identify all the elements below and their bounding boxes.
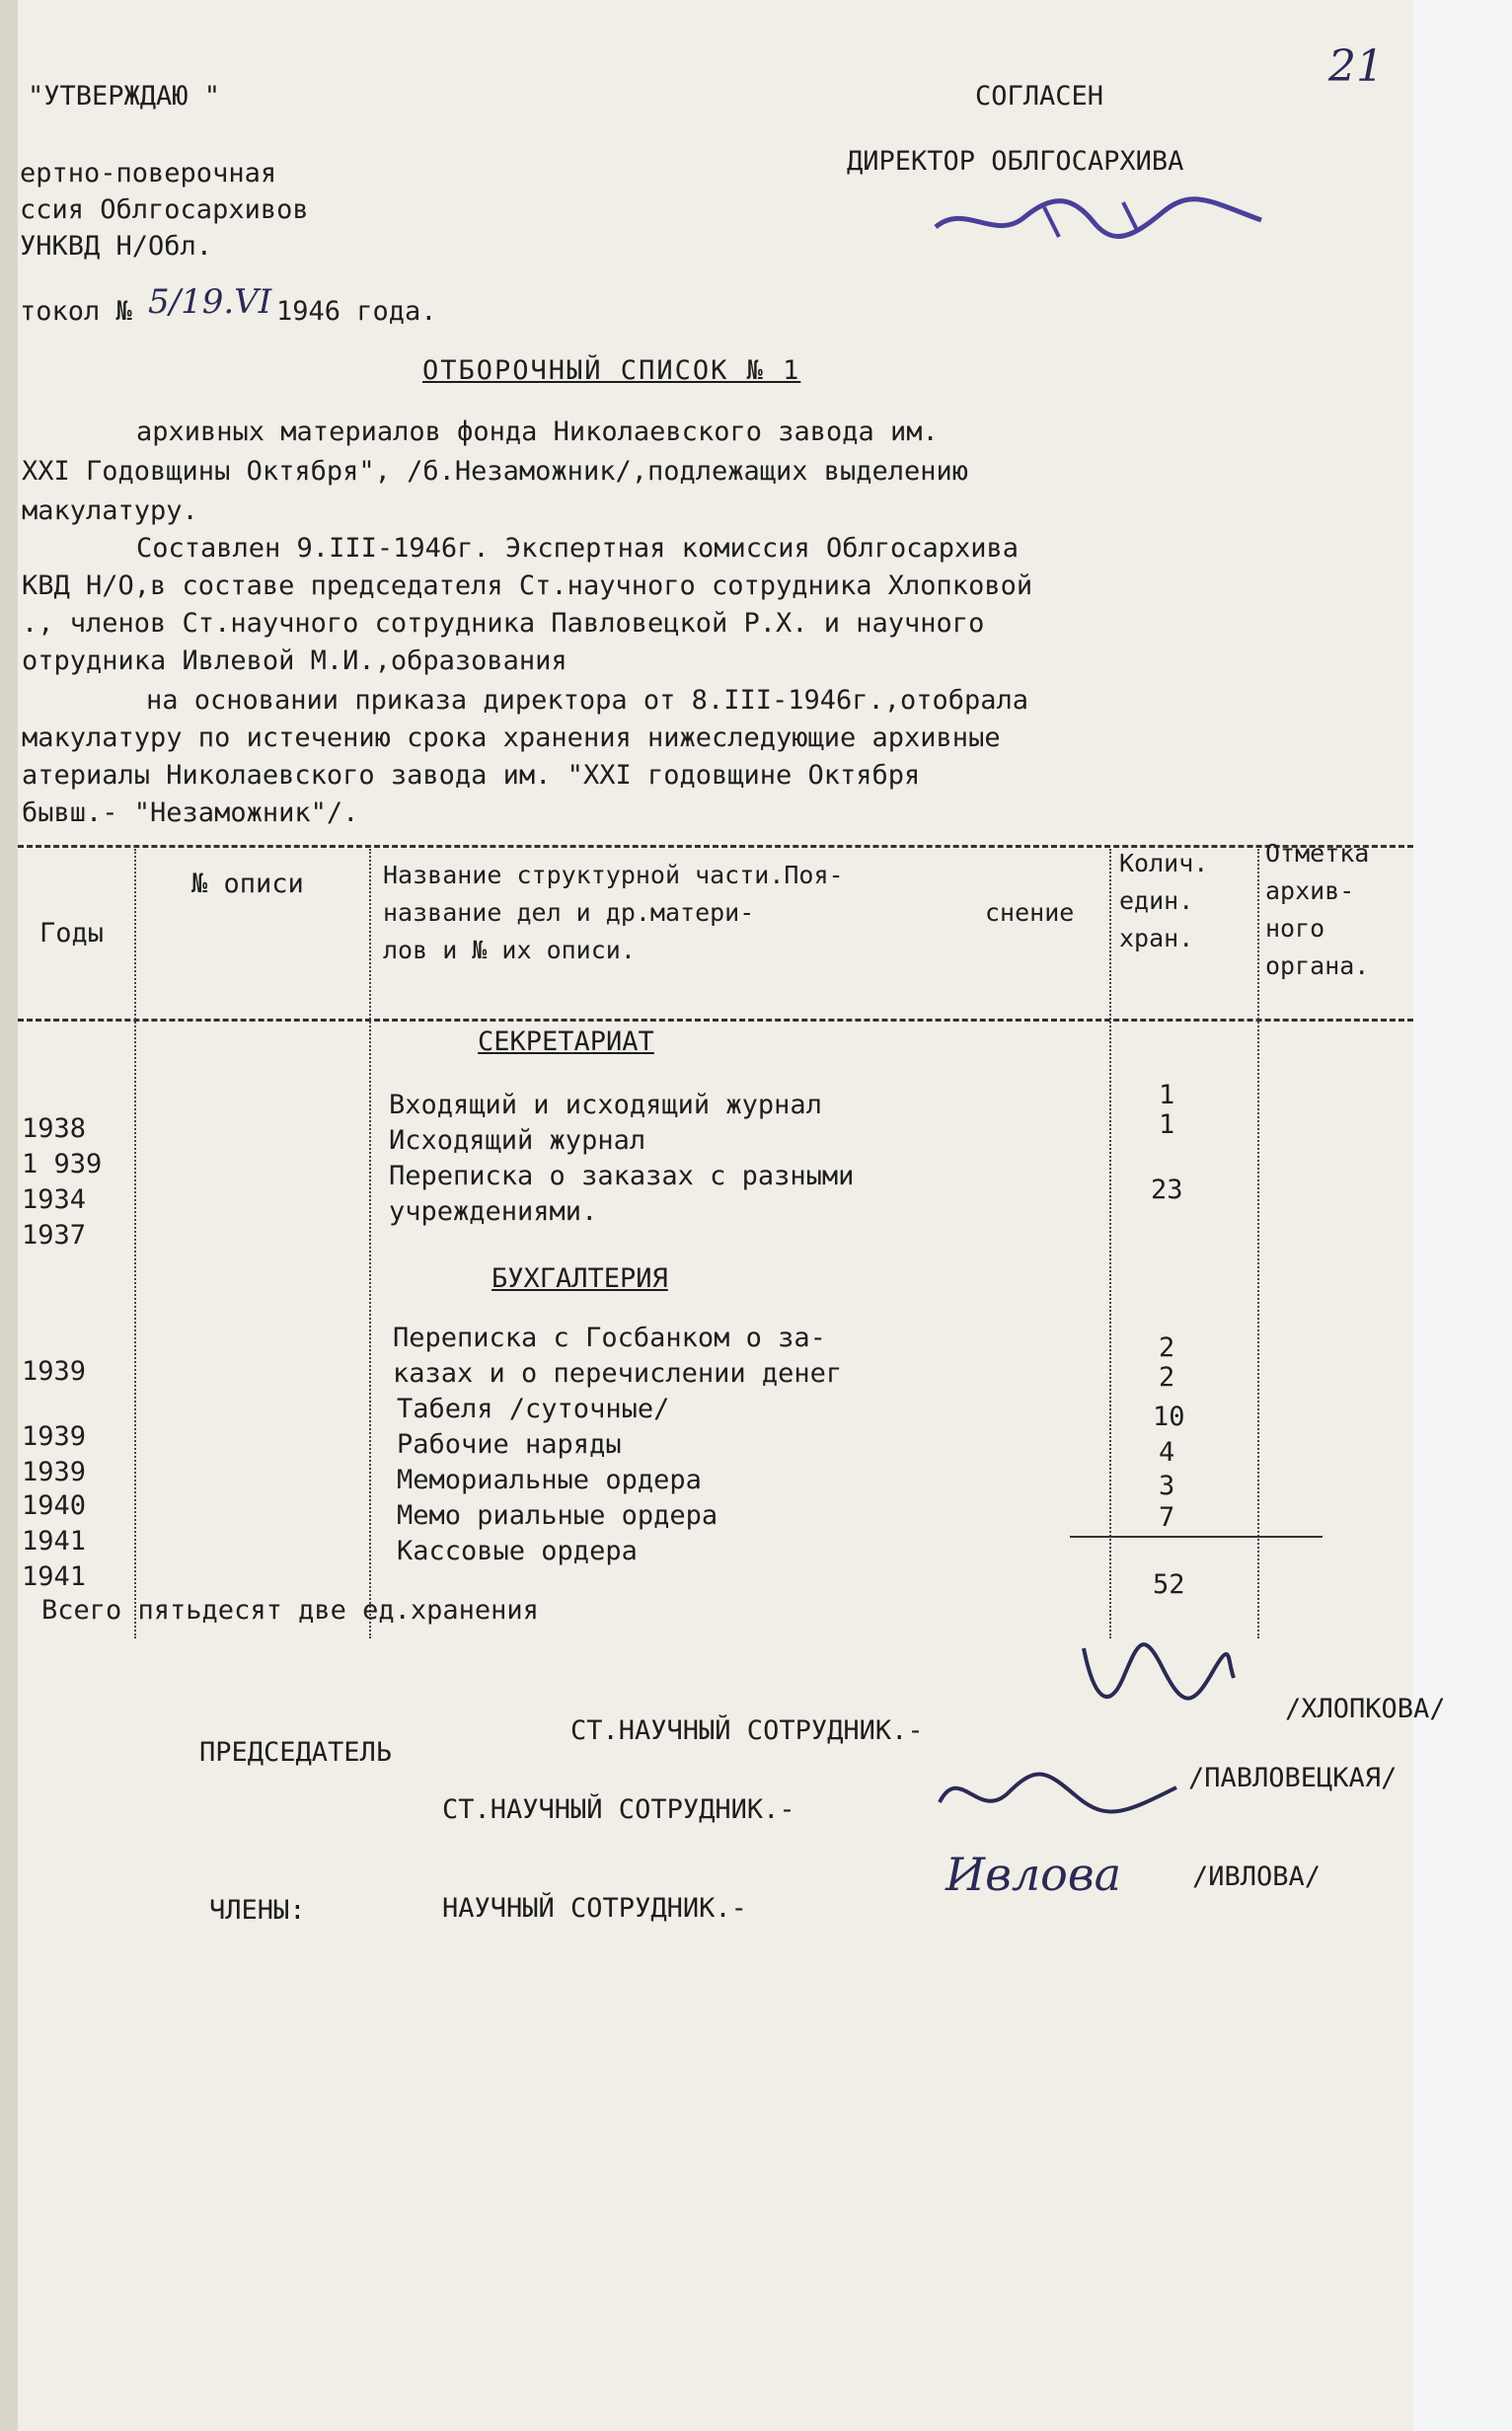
header-name-l3: лов и № их описи. (383, 936, 636, 964)
member2-title: НАУЧНЫЙ СОТРУДНИК.- (442, 1893, 747, 1924)
approved-label: "УТВЕРЖДАЮ " (28, 81, 221, 112)
header-opis-no: № описи (191, 869, 304, 899)
row-year: 1939 (22, 1356, 87, 1387)
member1-title: СТ.НАУЧНЫЙ СОТРУДНИК.- (442, 1794, 795, 1825)
document-title: ОТБОРОЧНЫЙ СПИСОК № 1 (422, 355, 801, 386)
row-name: учреждениями. (389, 1196, 598, 1227)
table-header-rule (18, 1019, 1413, 1022)
row-qty: 7 (1159, 1502, 1175, 1533)
member1-name: /ПАВЛОВЕЦКАЯ/ (1188, 1763, 1398, 1793)
protocol-prefix: токол № (20, 296, 132, 327)
director-label: ДИРЕКТОР ОБЛГОСАРХИВА (847, 146, 1184, 177)
row-name: Табеля /суточные/ (397, 1394, 670, 1424)
table-col-divider-2 (369, 849, 371, 1638)
row-qty: 1 (1159, 1080, 1175, 1110)
header-qty-l1: Колич. (1119, 849, 1209, 877)
table-col-divider-3 (1109, 849, 1111, 1638)
row-qty: 23 (1151, 1175, 1183, 1205)
header-name-l1: Название структурной части.Поя- (383, 861, 844, 889)
chairman-name: /ХЛОПКОВА/ (1285, 1694, 1446, 1724)
row-name: Переписка с Госбанком о за- (393, 1323, 826, 1353)
intro-line-2: XXI Годовщины Октября", /б.Незаможник/,подлежащих выделению (22, 456, 969, 487)
agreed-label: СОГЛАСЕН (975, 81, 1104, 112)
commission-line-2: ссия Облгосархивов (20, 194, 309, 225)
header-qty-l3: хран. (1119, 924, 1194, 952)
row-year: 1940 (22, 1490, 87, 1521)
row-year: 1934 (22, 1184, 87, 1215)
page-number: 21 (1328, 41, 1384, 92)
member2-handwritten-signature: Ивлова (945, 1848, 1122, 1901)
row-year: 1941 (22, 1561, 87, 1592)
row-year: 1939 (22, 1457, 87, 1487)
intro-line-9: макулатуру по истечению срока хранения нижеследующие архивные (22, 722, 1001, 753)
header-qty-l2: един. (1119, 886, 1194, 915)
row-qty: 4 (1159, 1437, 1175, 1468)
member2-name: /ИВЛОВА/ (1192, 1861, 1322, 1892)
total-rule (1070, 1536, 1323, 1538)
members-label: ЧЛЕНЫ: (209, 1895, 306, 1926)
chairman-title: СТ.НАУЧНЫЙ СОТРУДНИК.- (570, 1715, 924, 1746)
header-note-l2: архив- (1265, 876, 1355, 905)
director-signature (926, 183, 1281, 252)
intro-line-7: отрудника Ивлевой М.И.,образования (22, 646, 567, 676)
row-name: Мемо риальные ордера (397, 1500, 718, 1531)
header-note-l1: Отметка (1265, 839, 1370, 868)
protocol-handwritten-number: 5/19.VI (148, 282, 272, 322)
row-qty: 2 (1159, 1362, 1175, 1393)
binder-spine (0, 0, 20, 2431)
row-year: 1 939 (22, 1149, 103, 1179)
table-col-divider-4 (1257, 849, 1259, 1638)
section-secretariat: СЕКРЕТАРИАТ (478, 1026, 654, 1057)
intro-line-10: атериалы Николаевского завода им. "XXI годовщине Октября (22, 760, 921, 791)
header-name-l2: название дел и др.матери- (383, 898, 755, 927)
row-year: 1939 (22, 1421, 87, 1452)
intro-line-3: макулатуру. (22, 495, 198, 526)
row-name: Исходящий журнал (389, 1125, 646, 1156)
intro-line-6: ., членов Ст.научного сотрудника Павловецкой Р.Х. и научного (22, 608, 985, 639)
commission-line-1: ертно-поверочная (20, 158, 277, 189)
header-years: Годы (39, 918, 105, 949)
intro-line-8: на основании приказа директора от 8.III-1946г.,отобрала (146, 685, 1029, 716)
chairman-signature (1064, 1619, 1242, 1737)
row-year: 1938 (22, 1113, 87, 1144)
row-name: Рабочие наряды (397, 1429, 622, 1460)
header-note-l3: ного (1265, 914, 1325, 943)
commission-line-3: УНКВД Н/Обл. (20, 231, 213, 262)
row-qty: 10 (1153, 1402, 1185, 1432)
row-name: Переписка о заказах с разными (389, 1161, 855, 1191)
intro-line-5: КВД Н/О,в составе председателя Ст.научного сотрудника Хлопковой (22, 570, 1033, 601)
summary-line: Всего пятьдесят две ед.хранения (41, 1595, 539, 1626)
intro-line-4: Составлен 9.III-1946г. Экспертная комиссия Облгосархива (136, 533, 1020, 564)
total-qty: 52 (1153, 1569, 1185, 1600)
row-year: 1941 (22, 1526, 87, 1557)
section-accounting: БУХГАЛТЕРИЯ (491, 1263, 668, 1294)
table-top-rule (18, 845, 1413, 848)
row-name: казах и о перечислении денег (393, 1358, 843, 1389)
row-name: Кассовые ордера (397, 1536, 638, 1566)
table-col-divider-1 (134, 849, 136, 1638)
row-qty: 3 (1159, 1471, 1175, 1501)
row-qty: 1 (1159, 1109, 1175, 1140)
protocol-year: 1946 года. (276, 296, 437, 327)
chairman-label: ПРЕДСЕДАТЕЛЬ (199, 1737, 393, 1768)
row-qty: 2 (1159, 1332, 1175, 1363)
row-name: Мемориальные ордера (397, 1465, 702, 1495)
intro-line-11: бывш.- "Незаможник"/. (22, 798, 359, 828)
document-page (18, 0, 1446, 2431)
intro-line-1: архивных материалов фонда Николаевского завода им. (136, 417, 939, 447)
row-year: 1937 (22, 1220, 87, 1251)
row-name: Входящий и исходящий журнал (389, 1090, 822, 1120)
member1-signature (930, 1753, 1186, 1832)
header-explain: снение (985, 898, 1075, 927)
header-note-l4: органа. (1265, 951, 1370, 980)
